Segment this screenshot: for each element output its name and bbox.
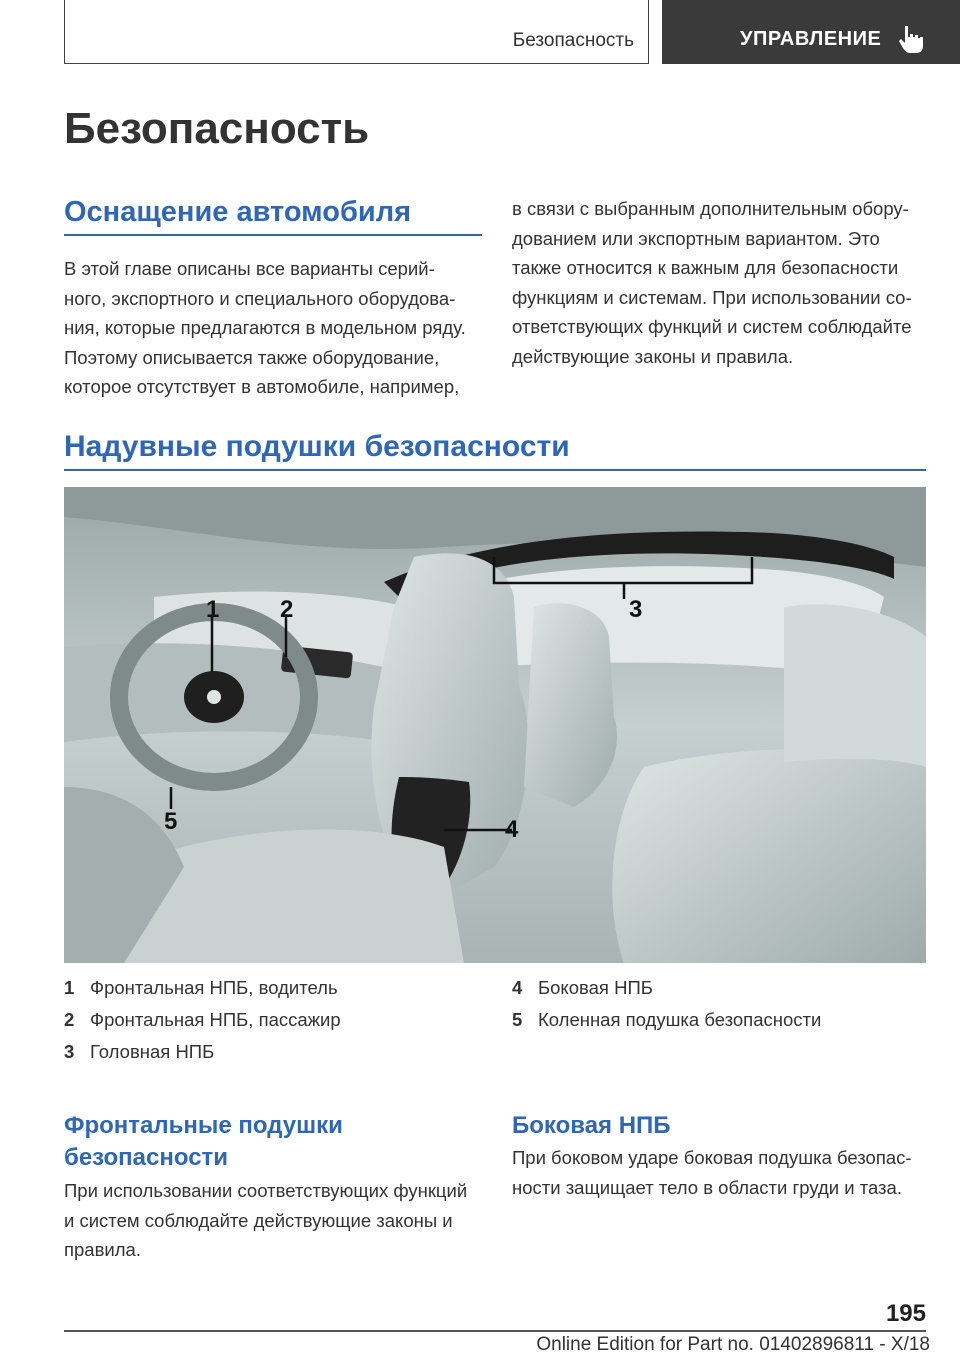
footer-edition: Online Edition for Part no. 01402896811 - X/18 [536,1334,930,1355]
legend-item [64,1004,341,1036]
text-line: При использовании соответствующих функций [64,1180,468,1201]
text-line: ответствующих функций и систем соблюдайте [512,316,912,337]
callout-number: 4 [505,816,519,843]
text-line: и систем соблюдайте действующие законы и [64,1209,453,1231]
legend-text: Коленная подушка безопасности [538,1009,822,1030]
legend-text: Головная НПБ [90,1041,215,1062]
hand-pointer-icon [898,24,924,54]
airbags-heading: Надувные подушки безопасности [64,430,570,463]
page-number: 195 [885,1300,926,1327]
figure-legend-right [512,972,821,1036]
equipment-heading: Оснащение автомобиля [64,196,412,228]
header-chapter-box [662,0,960,64]
page-title: Безопасность [64,104,370,153]
header-section-label: Безопасность [512,30,634,51]
car-interior-drawing [64,487,926,963]
heading-line: Фронтальные подушки [64,1112,343,1139]
equipment-text-right [512,194,912,371]
legend-number: 5 [512,1009,523,1030]
legend-number: 4 [512,977,523,998]
legend-text: Фронтальная НПБ, водитель [90,977,338,998]
side-airbag-heading: Боковая НПБ [512,1112,671,1139]
text-line: которое отсутствует в автомобиле, например, [64,376,460,397]
callout-number: 1 [206,596,220,623]
callout-number: 3 [629,596,643,623]
text-line: дованием или экспортным вариантом. Это [512,227,880,249]
text-line: ности защищает тело в области груди и таза. [512,1176,902,1198]
text-line: При боковом ударе боковая подушка безопас- [512,1147,912,1168]
airbag-locations-illustration [64,487,926,963]
legend-item [64,1036,341,1068]
text-line: ния, которые предлагаются в модельном ряду. [64,317,466,338]
front-airbags-text [64,1176,467,1265]
header-chapter-label: УПРАВЛЕНИЕ [740,28,882,50]
text-line: также относится к важным для безопасности [512,257,899,278]
text-line: Поэтому описывается также оборудование, [64,346,440,368]
figure-legend-left [64,972,341,1068]
equipment-text-left [64,254,466,402]
callout-number: 5 [164,808,178,835]
legend-item [64,972,341,1004]
legend-number: 1 [64,977,75,998]
side-airbag-text [512,1143,912,1202]
front-airbags-heading [64,1110,343,1174]
callout-number: 2 [280,596,294,623]
text-line: правила. [64,1239,141,1260]
header-section-box [64,0,649,64]
text-line: функциям и системам. При использовании со- [512,286,912,308]
text-line: ного, экспортного и специального оборудова- [64,287,456,309]
legend-number: 2 [64,1009,75,1030]
equipment-heading-rule [64,234,482,236]
legend-number: 3 [64,1041,75,1062]
legend-item [512,972,821,1004]
airbags-heading-rule [64,469,926,471]
legend-text: Боковая НПБ [538,977,653,998]
text-line: действующие законы и правила. [512,345,794,367]
text-line: в связи с выбранным дополнительным обору- [512,198,909,219]
legend-item [512,1004,821,1036]
footer-rule [64,1330,926,1332]
legend-text: Фронтальная НПБ, пассажир [90,1009,341,1030]
text-line: В этой главе описаны все варианты серий- [64,258,435,279]
heading-line: безопасности [64,1144,229,1171]
